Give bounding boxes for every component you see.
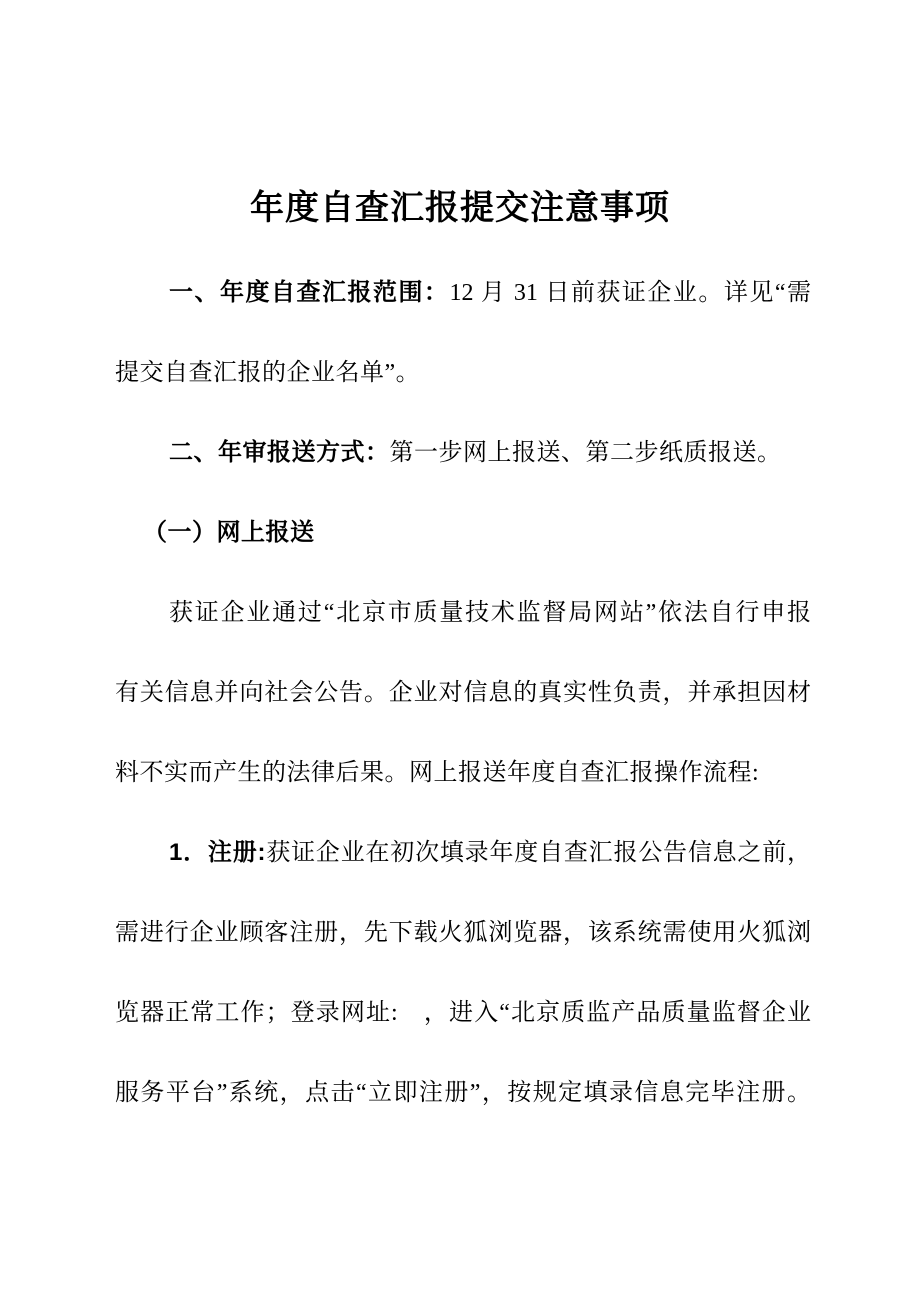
text-line <box>115 733 811 813</box>
text-line <box>115 573 811 653</box>
text-line <box>115 1053 811 1133</box>
text-segment: 获证企业在初次填录年度自查汇报公告信息之前， <box>265 840 811 866</box>
text-segment-heading: （一）网上报送 <box>143 519 315 546</box>
text-segment: 获证企业通过“北京市质量技术监督局网站”依法自行申报 <box>169 600 811 626</box>
text-segment: 第一步网上报送、第二步纸质报送。 <box>389 440 782 466</box>
text-line <box>115 893 811 973</box>
text-line <box>115 333 811 413</box>
text-line <box>115 813 811 893</box>
text-segment: 服务平台”系统，点击“立即注册”，按规定填录信息完毕注册。 <box>115 1080 811 1106</box>
text-segment: 需进行企业顾客注册，先下载火狐浏览器，该系统需使用火狐浏 <box>115 920 811 946</box>
document-title: 年度自查汇报提交注意事项 <box>250 189 670 227</box>
text-segment-heading: 二、年审报送方式： <box>169 439 390 466</box>
text-segment-heading: 1．注册: <box>169 839 266 866</box>
text-line <box>115 653 811 733</box>
text-line <box>115 973 811 1053</box>
text-segment: 12 月 31 日前获证企业。详见“需 <box>449 280 811 306</box>
text-line <box>115 413 811 493</box>
text-segment: 览器正常工作；登录网址: ，进入“北京质监产品质量监督企业 <box>115 1000 811 1026</box>
text-line <box>115 253 811 333</box>
text-segment: 有关信息并向社会公告。企业对信息的真实性负责，并承担因材 <box>115 680 811 706</box>
document-body <box>115 253 811 1133</box>
text-segment: 提交自查汇报的企业名单”。 <box>115 360 421 386</box>
text-line <box>115 493 811 573</box>
text-segment: 料不实而产生的法律后果。网上报送年度自查汇报操作流程: <box>115 760 760 786</box>
text-segment-heading: 一、年度自查汇报范围： <box>169 279 450 306</box>
